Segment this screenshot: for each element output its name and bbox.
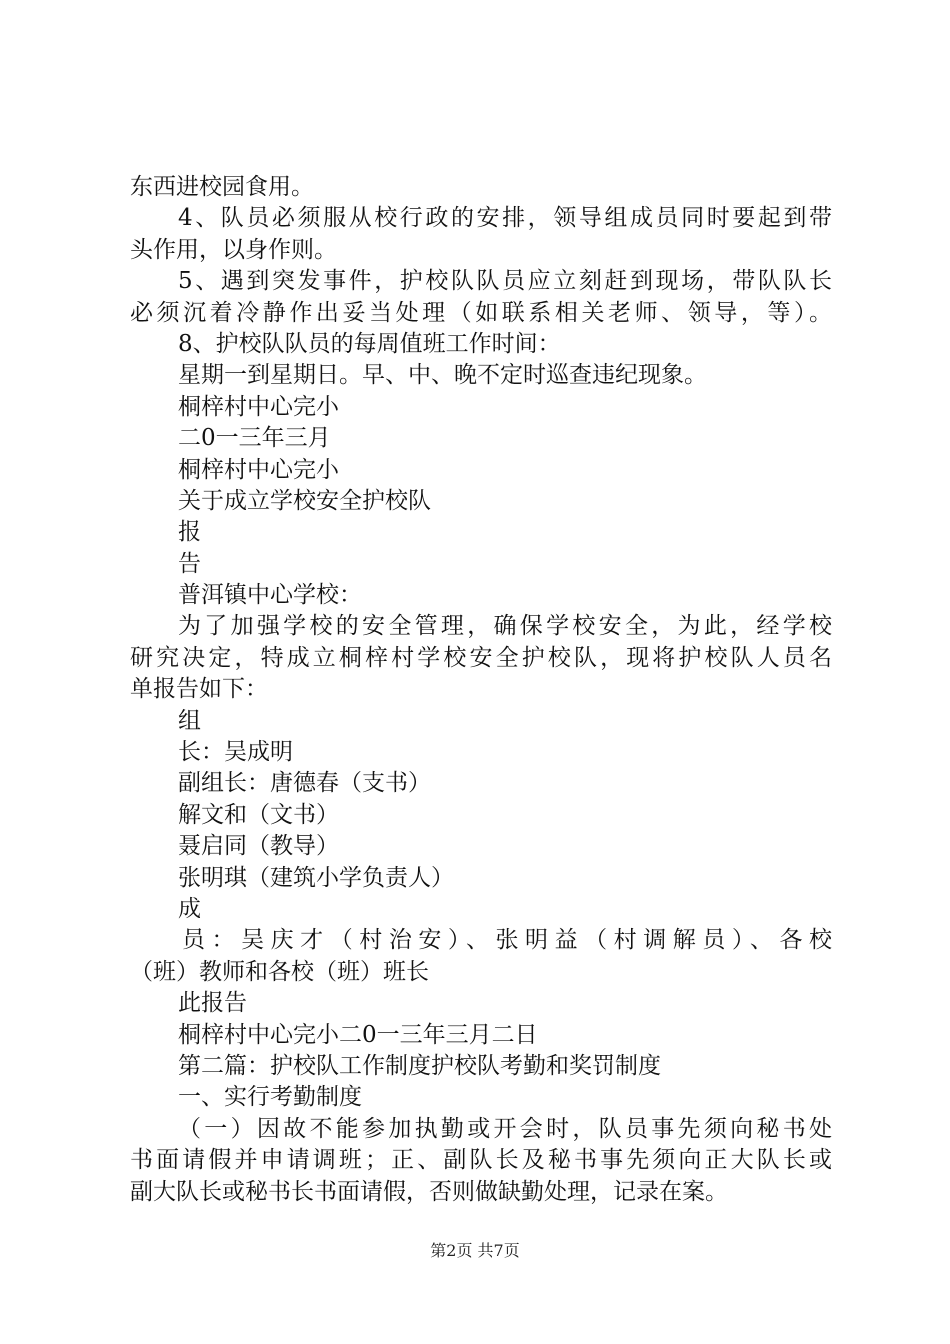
text-line: 第二篇：护校队工作制度护校队考勤和奖罚制度 (178, 1052, 661, 1079)
text-line: 8、护校队队员的每周值班工作时间： (178, 330, 561, 357)
text-line: 报 (178, 519, 201, 546)
text-line: 张明琪（建筑小学负责人） (178, 864, 454, 891)
text-line: 解文和（文书） (178, 801, 339, 828)
text-line: （班）教师和各校（班）班长 (130, 958, 429, 985)
text-line: 员：吴庆才（村治安）、张明益（村调解员）、各校 (182, 927, 832, 954)
text-line: 告 (178, 550, 201, 577)
text-line: 4、队员必须服从校行政的安排，领导组成员同时要起到带 (178, 205, 832, 232)
text-line: 组 (178, 707, 201, 734)
text-line: 桐梓村中心完小 (178, 456, 339, 483)
text-line: 东西进校园食用。 (130, 174, 314, 200)
text-line: 单报告如下： (130, 676, 268, 703)
text-line: 星期一到星期日。早、中、晚不定时巡查违纪现象。 (178, 362, 707, 389)
text-line: 5、遇到突发事件，护校队队员应立刻赶到现场，带队队长 (178, 268, 832, 295)
text-line: 副组长：唐德春（支书） (178, 770, 431, 797)
text-line: 研究决定，特成立桐梓村学校安全护校队，现将护校队人员名 (130, 644, 832, 671)
text-line: 普洱镇中心学校： (178, 582, 362, 609)
text-line: （一）因故不能参加执勤或开会时，队员事先须向秘书处 (178, 1115, 832, 1142)
text-line: 此报告 (178, 990, 247, 1017)
text-line: 为了加强学校的安全管理，确保学校安全，为此，经学校 (178, 613, 832, 640)
text-line: 头作用，以身作则。 (130, 236, 337, 263)
text-line: 二0一三年三月 (178, 425, 331, 452)
text-line: 聂启同（教导） (178, 833, 339, 860)
document-body (130, 172, 832, 1208)
text-line: 桐梓村中心完小二0一三年三月二日 (178, 1021, 538, 1048)
text-line: 书面请假并申请调班；正、副队长及秘书事先须向正大队长或 (130, 1147, 832, 1174)
text-line: 副大队长或秘书长书面请假，否则做缺勤处理，记录在案。 (130, 1178, 728, 1205)
text-line: 关于成立学校安全护校队 (178, 487, 431, 514)
text-line: 必须沉着冷静作出妥当处理（如联系相关老师、领导，等）。 (130, 299, 832, 326)
page-footer: 第2页 共7页 (430, 1241, 520, 1260)
text-line: 成 (178, 895, 201, 922)
text-line: 桐梓村中心完小 (178, 393, 339, 420)
text-line: 长：吴成明 (178, 739, 293, 766)
text-line: 一、实行考勤制度 (178, 1084, 362, 1111)
